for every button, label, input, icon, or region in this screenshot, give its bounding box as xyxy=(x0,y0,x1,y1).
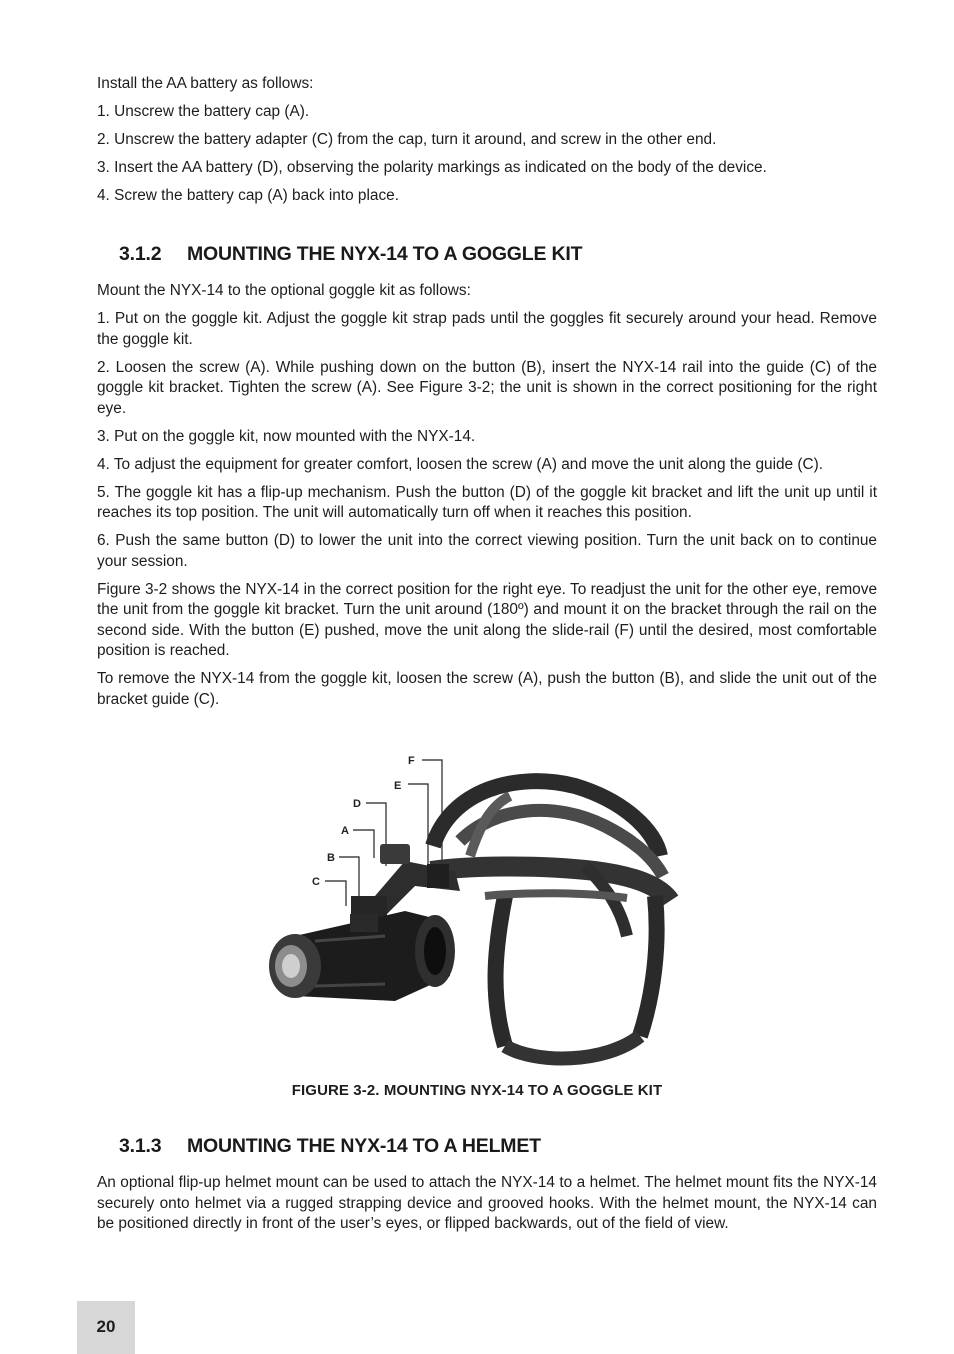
goggle-intro-text: Mount the NYX-14 to the optional goggle kit as follows: xyxy=(97,282,471,299)
battery-step-1: 1. Unscrew the battery cap (A). xyxy=(97,103,310,120)
harness-chin-strap-left xyxy=(496,896,505,1046)
goggle-bracket xyxy=(351,844,460,920)
battery-install-block xyxy=(97,74,877,207)
goggle-step-6: 6. Push the same button (D) to lower the unit into the correct viewing position. Turn the unit back on to continue your session. xyxy=(97,532,877,570)
goggle-step-5: 5. The goggle kit has a flip-up mechanism. Push the button (D) of the goggle kit bracket and lift the unit up until it reaches its top position. The unit will automatically turn off when it reaches this position. xyxy=(97,483,877,521)
leader-b xyxy=(339,857,359,896)
callout-label-f: F xyxy=(408,755,415,767)
callout-label-a: A xyxy=(341,825,349,837)
section-title: MOUNTING THE NYX-14 TO A HELMET xyxy=(187,1135,541,1157)
callout-label-d: D xyxy=(353,798,361,810)
helmet-mount-paragraph: An optional flip-up helmet mount can be used to attach the NYX-14 to a helmet. The helmet mount fits the NYX-14 securely onto helmet via a rugged strapping device and grooved hooks. With the helmet mount, the NYX-14 can be positioned directly in front of the user’s eyes, or flipped backwards, out of the field of view. xyxy=(97,1174,877,1232)
goggle-step-3: 3. Put on the goggle kit, now mounted with the NYX-14. xyxy=(97,427,476,445)
goggle-kit-instructions xyxy=(97,281,877,710)
section-number: 3.1.2 xyxy=(119,243,162,265)
battery-intro-text: Install the AA battery as follows: xyxy=(97,75,314,92)
goggle-harness xyxy=(431,781,670,1058)
section-number: 3.1.3 xyxy=(119,1135,162,1157)
helmet-mount-block xyxy=(97,1173,877,1235)
section-title: MOUNTING THE NYX-14 TO A GOGGLE KIT xyxy=(187,243,583,265)
bracket-screw-housing xyxy=(380,844,410,864)
battery-step-4: 4. Screw the battery cap (A) back into place. xyxy=(97,187,399,204)
nyx14-monocular xyxy=(269,911,455,1001)
goggle-remove-paragraph: To remove the NYX-14 from the goggle kit, loosen the screw (A), push the button (B), and slide the unit out of the bracket guide (C). xyxy=(97,670,877,708)
goggle-kit-figure xyxy=(255,746,685,1076)
callout-label-b: B xyxy=(327,852,335,864)
goggle-step-2: 2. Loosen the screw (A). While pushing down on the button (B), insert the NYX-14 rail into the guide (C) of the goggle kit bracket. Tighten the screw (A). See Figure 3-2; the unit is shown in the correct positioning for the right eye. xyxy=(97,358,877,417)
battery-step-2: 2. Unscrew the battery adapter (C) from the cap, turn it around, and screw in the other end. xyxy=(97,131,717,148)
leader-c xyxy=(325,881,346,906)
slide-rail xyxy=(427,864,449,888)
harness-chin-strap-right xyxy=(640,896,657,1036)
leader-a xyxy=(353,830,374,858)
objective-lens-glare xyxy=(282,954,300,978)
page-number-tab xyxy=(77,1301,135,1354)
harness-inner-band xyxy=(485,893,627,898)
page-number: 20 xyxy=(96,1317,116,1336)
harness-chin-cup xyxy=(505,1036,640,1058)
goggle-readjust-paragraph: Figure 3-2 shows the NYX-14 in the correct position for the right eye. To readjust the unit for the other eye, remove the unit from the goggle kit bracket. Turn the unit around (180º) and mount it on the bracket through the rail on the second side. With the button (E) pushed, move the unit along the slide-rail (F) until the desired, most comfortable position is reached. xyxy=(97,580,877,659)
section-heading-313 xyxy=(119,1135,541,1158)
callout-label-c: C xyxy=(312,876,320,888)
callout-label-e: E xyxy=(394,780,402,792)
goggle-step-4: 4. To adjust the equipment for greater comfort, loosen the screw (A) and move the unit along the guide (C). xyxy=(97,455,824,473)
battery-step-3: 3. Insert the AA battery (D), observing the polarity markings as indicated on the body of the device. xyxy=(97,159,767,176)
figure-caption: FIGURE 3-2. MOUNTING NYX-14 TO A GOGGLE KIT xyxy=(291,1082,663,1099)
eyepiece-lens xyxy=(424,927,446,975)
goggle-step-1: 1. Put on the goggle kit. Adjust the goggle kit strap pads until the goggles fit securely around your head. Remove the goggle kit. xyxy=(97,310,877,348)
battery-cap xyxy=(350,914,378,932)
section-heading-312 xyxy=(119,243,582,266)
